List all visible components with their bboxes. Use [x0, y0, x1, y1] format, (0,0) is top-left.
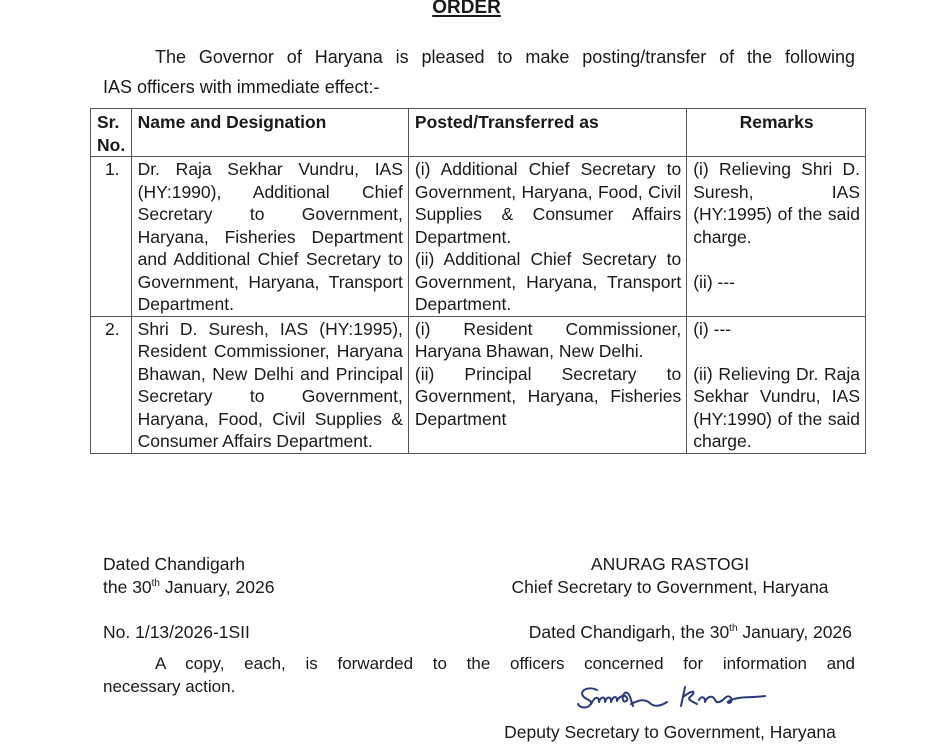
dated-day: the 30 — [103, 577, 152, 597]
signature-stroke — [681, 687, 697, 706]
signature-stroke — [591, 693, 633, 706]
header-name-designation: Name and Designation — [131, 109, 408, 157]
memo-date-month-year: January, 2026 — [737, 622, 852, 642]
row-posted-transferred — [408, 157, 686, 317]
signatory-name: ANURAG RASTOGI — [590, 554, 750, 574]
copy-forward-line-1: A copy, each, is forwarded to the officers concerned for information and — [155, 654, 855, 673]
row-remarks — [687, 157, 866, 317]
dated-place: Dated Chandigarh — [103, 554, 246, 574]
handwritten-signature — [575, 682, 835, 712]
remark-item: (i) Relieving Shri D. Suresh, IAS (HY:1995) of the said charge. — [693, 159, 860, 247]
header-posted-transferred: Posted/Transferred as — [408, 109, 686, 157]
row-remarks — [687, 316, 866, 453]
row-posted-transferred — [408, 316, 686, 453]
table-row — [91, 157, 866, 317]
posting-item: (i) Additional Chief Secretary to Government, Haryana, Food, Civil Supplies & Consumer Affairs Department. — [414, 159, 682, 247]
dated-date — [103, 576, 274, 599]
row-sr-no: 2. — [91, 316, 132, 453]
remark-item: (ii) Relieving Dr. Raja Sekhar Vundru, IAS (HY:1990) of the said charge. — [693, 363, 860, 451]
memo-date — [529, 621, 852, 644]
dated-month-year: January, 2026 — [160, 577, 275, 597]
signature-stroke — [699, 696, 765, 703]
row-sr-no: 1. — [91, 157, 132, 317]
intro-line-1: The Governor of Haryana is pleased to make posting/transfer of the following — [155, 47, 855, 67]
header-sr-no: Sr. No. — [91, 109, 132, 157]
memo-date-ordinal: th — [729, 623, 738, 634]
row-name-designation: Dr. Raja Sekhar Vundru, IAS (HY:1990), Additional Chief Secretary to Government, Haryana, Fisheries Department and Additional Chief Secretary to Government, Haryana, Transport Department. — [131, 157, 408, 317]
intro-line-2: IAS officers with immediate effect:- — [103, 77, 380, 97]
remark-item: (i) --- — [693, 318, 732, 339]
signature-stroke — [631, 700, 667, 706]
transfer-table — [90, 108, 866, 454]
remark-item: (ii) --- — [693, 271, 735, 292]
intro-paragraph — [103, 42, 855, 102]
table-header-row — [91, 109, 866, 157]
signatory-title: Chief Secretary to Government, Haryana — [511, 577, 829, 597]
posting-item: (ii) Additional Chief Secretary to Government, Haryana, Transport Department. — [414, 249, 682, 314]
order-title: ORDER — [432, 0, 501, 18]
dated-ordinal: th — [151, 578, 160, 589]
memo-number: No. 1/13/2026-1SII — [103, 622, 250, 642]
table-row — [91, 316, 866, 453]
header-remarks: Remarks — [687, 109, 866, 157]
row-name-designation: Shri D. Suresh, IAS (HY:1995), Resident Commissioner, Haryana Bhawan, New Delhi and Principal Secretary to Government, Haryana, Food, Civil Supplies & Consumer Affairs Department. — [131, 316, 408, 453]
posting-item: (ii) Principal Secretary to Government, Haryana, Fisheries Department — [414, 363, 682, 429]
posting-item: (i) Resident Commissioner, Haryana Bhawan, New Delhi. — [414, 318, 682, 361]
memo-date-day: Dated Chandigarh, the 30 — [528, 622, 730, 642]
copy-forward-line-2: necessary action. — [103, 677, 236, 696]
deputy-secretary-title: Deputy Secretary to Government, Haryana — [504, 722, 836, 742]
